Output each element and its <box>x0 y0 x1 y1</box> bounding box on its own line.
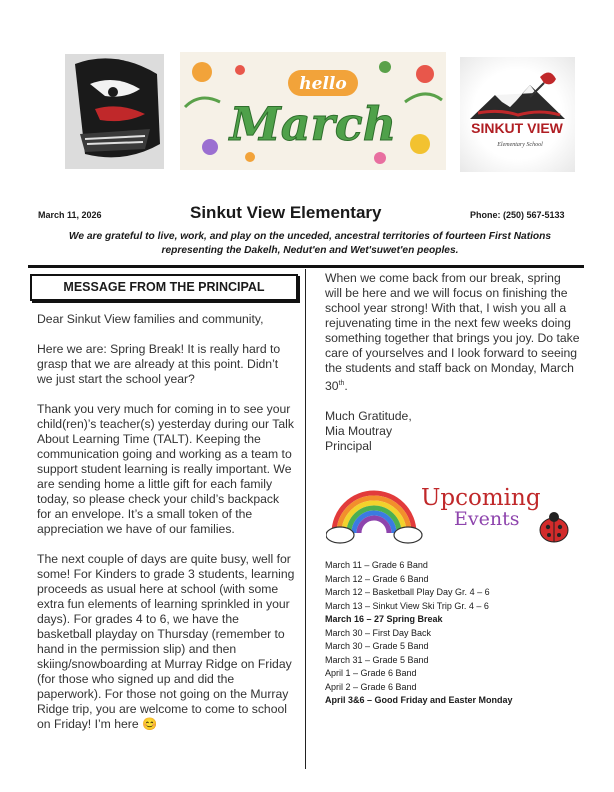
message-paragraph <box>325 271 580 394</box>
event-item: March 12 – Grade 6 Band <box>325 573 429 584</box>
event-item: March 30 – Grade 5 Band <box>325 641 429 651</box>
event-item: March 31 – Grade 5 Band <box>325 654 429 665</box>
banner-upcoming-text: Upcoming <box>421 485 541 511</box>
event-item: March 12 – Basketball Play Day Gr. 4 – 6 <box>325 587 490 597</box>
principal-message-left <box>37 312 295 747</box>
column-divider <box>305 269 306 769</box>
signer-title: Principal <box>325 439 372 454</box>
school-logo-subtext: Elementary School <box>497 142 543 148</box>
principal-message-right <box>325 271 580 454</box>
ladybug-icon <box>540 512 568 542</box>
principal-message-heading: MESSAGE FROM THE PRINCIPAL <box>30 274 298 301</box>
school-logo-text: SINKUT VIEW <box>471 120 563 136</box>
header-divider <box>28 265 584 268</box>
signoff: Much Gratitude, <box>325 409 412 424</box>
upcoming-events-list <box>325 559 580 708</box>
message-paragraph: The next couple of days are quite busy, well for some! For Kinders to grade 3 students, learning proceeds as usual here at school (with some extra fun elements of learning sprinkled in your days). For grades 4 to 6, we have the basketball playday on Thursday (remember to hand in the permission slip) and then skiing/snowboarding at Murray Ridge on Friday (for those who signed up and did the paperwork). For those not going on the Murray Ridge trip, you are welcome to come to school on Friday! I’m here 😊 <box>37 552 295 731</box>
signer-name: Mia Moutray <box>325 424 393 439</box>
message-closing-period: . <box>344 379 348 394</box>
school-logo <box>460 57 575 172</box>
event-item: March 13 – Sinkut View Ski Trip Gr. 4 – 6 <box>325 600 489 611</box>
banner-events-text: Events <box>454 508 520 530</box>
rainbow-icon <box>326 493 422 543</box>
school-name: Sinkut View Elementary <box>190 203 382 222</box>
banner-march-text: March <box>229 97 397 151</box>
carved-mask-image <box>65 54 164 169</box>
event-item: March 16 – 27 Spring Break <box>325 614 443 624</box>
event-item: March 11 – Grade 6 Band <box>325 560 428 570</box>
event-item: April 3&6 – Good Friday and Easter Monday <box>325 695 513 705</box>
message-greeting: Dear Sinkut View families and community, <box>37 312 264 326</box>
message-paragraph: Thank you very much for coming in to see your child(ren)’s teacher(s) yesterday during our Talk About Learning Time (TALT). Keeping the communication going and working as a team to support student learning is really important. We are sending home a little gift for each family today, so please check your child’s backpack for an envelope. It’s a small token of the appreciation we have of our families. <box>37 402 294 536</box>
newsletter-date: March 11, 2026 <box>38 210 102 220</box>
hello-march-banner-image <box>180 52 446 170</box>
upcoming-events-banner <box>326 475 578 547</box>
event-item: April 2 – Grade 6 Band <box>325 681 417 692</box>
message-paragraph: Here we are: Spring Break! It is really hard to grasp that we are already at this point. Didn’t we just start the school year? <box>37 342 281 386</box>
school-phone: Phone: (250) 567-5133 <box>470 210 565 220</box>
banner-hello-text: hello <box>299 74 347 94</box>
event-item: March 30 – First Day Back <box>325 627 432 638</box>
event-item: April 1 – Grade 6 Band <box>325 668 417 678</box>
land-acknowledgement: We are grateful to live, work, and play on the unceded, ancestral territories of fourteen First Nations representing the Dakelh, Nedut'en and Wet'suwet'en peoples. <box>68 231 552 256</box>
message-closing-text: When we come back from our break, spring will be here and we will focus on finishing the school year strong! With that, I wish you all a rejuvenating time in the next few weeks doing something together that brings you joy. Do take care of yourselves and I look forward to seeing the students and staff back on Monday, March 30 <box>325 271 580 394</box>
message-superscript: th <box>338 380 345 387</box>
